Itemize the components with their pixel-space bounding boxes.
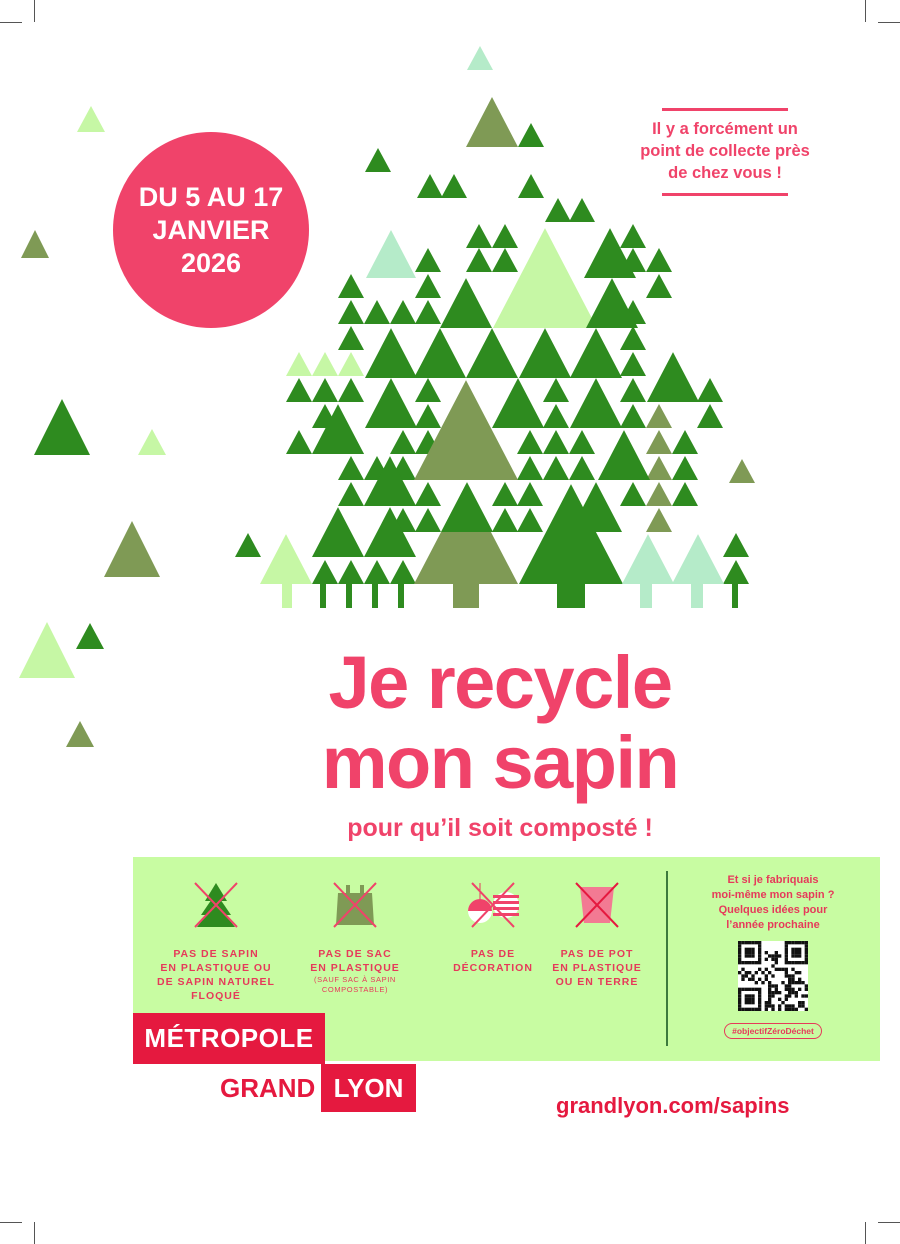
crossed-bag-icon xyxy=(330,879,380,931)
tree-triangle xyxy=(365,378,417,428)
note-line: Il y a forcément un xyxy=(652,120,798,138)
tree-triangle xyxy=(417,174,443,198)
rule-text: PAS DE xyxy=(470,948,516,960)
tree-triangle xyxy=(415,404,441,428)
tree-triangle xyxy=(622,534,674,584)
tree-triangle xyxy=(364,456,416,506)
tree-triangle xyxy=(729,459,755,483)
tree-triangle xyxy=(390,560,416,584)
tree-triangle xyxy=(286,352,312,376)
tree-triangle xyxy=(286,430,312,454)
tree-triangle xyxy=(586,278,638,328)
rule-note-text: (SAUF SAC À SAPIN xyxy=(314,975,396,984)
tree-triangle xyxy=(466,248,492,272)
tree-triangle xyxy=(492,482,518,506)
tree-triangle xyxy=(440,278,492,328)
tree-triangle xyxy=(415,300,441,324)
tree-triangle xyxy=(466,224,492,248)
rule-label xyxy=(285,947,425,975)
tree-triangle xyxy=(672,482,698,506)
tree-triangle xyxy=(517,482,543,506)
note-line: de chez vous ! xyxy=(668,164,782,182)
tree-triangle xyxy=(697,378,723,402)
tree-triangle xyxy=(365,148,391,172)
idea-line: l’année prochaine xyxy=(726,919,820,931)
tree-triangle xyxy=(598,430,650,480)
logo-lyon: LYON xyxy=(321,1064,416,1112)
tree-triangle xyxy=(338,274,364,298)
tree-triangle xyxy=(518,174,544,198)
tree-trunk xyxy=(282,584,292,608)
tree-triangle xyxy=(672,534,724,584)
crop-mark xyxy=(34,1222,35,1244)
tree-triangle xyxy=(414,328,466,378)
tree-triangle xyxy=(697,404,723,428)
crossed-pot-icon xyxy=(572,879,622,931)
diy-tree-idea xyxy=(673,873,873,1039)
tree-triangle xyxy=(569,456,595,480)
tree-trunk xyxy=(453,584,479,608)
tree-triangle xyxy=(647,352,699,402)
tree-triangle xyxy=(415,274,441,298)
tree-triangle xyxy=(517,456,543,480)
tree-triangle xyxy=(466,328,518,378)
tree-triangle xyxy=(338,560,364,584)
tree-triangle xyxy=(646,248,672,272)
headline-line2: mon sapin xyxy=(321,721,679,804)
tree-triangle xyxy=(543,404,569,428)
tree-trunk xyxy=(372,584,378,608)
tree-triangle xyxy=(138,429,166,455)
tree-triangle xyxy=(21,230,49,258)
tree-trunk xyxy=(732,584,738,608)
rule-note-text: COMPOSTABLE) xyxy=(321,985,389,994)
collection-note xyxy=(620,108,830,196)
tree-triangle xyxy=(545,198,571,222)
tree-triangle xyxy=(646,430,672,454)
hashtag-badge: #objectifZéroDéchet xyxy=(724,1023,822,1039)
tree-triangle xyxy=(338,456,364,480)
tree-triangle xyxy=(543,378,569,402)
tree-triangle xyxy=(569,430,595,454)
idea-line: Et si je fabriquais xyxy=(727,874,819,886)
panel-divider xyxy=(666,871,668,1046)
tree-triangle xyxy=(34,399,90,455)
tree-triangle xyxy=(338,482,364,506)
tree-triangle xyxy=(492,378,544,428)
tree-triangle xyxy=(646,508,672,532)
tree-triangle xyxy=(312,560,338,584)
date-badge xyxy=(113,132,309,328)
tree-triangle xyxy=(620,326,646,350)
tree-triangle xyxy=(415,508,441,532)
subtitle: pour qu’il soit composté ! xyxy=(347,814,653,842)
logo-metropole: MÉTROPOLE xyxy=(133,1013,325,1064)
crop-mark xyxy=(865,1222,866,1244)
tree-triangle xyxy=(646,404,672,428)
tree-triangle xyxy=(646,456,672,480)
rule-note xyxy=(285,975,425,995)
rule-text: PAS DE SAPIN xyxy=(173,948,259,960)
tree-triangle xyxy=(312,352,338,376)
tree-triangle xyxy=(312,507,364,557)
tree-triangle xyxy=(104,521,160,577)
note-line: point de collecte près xyxy=(640,142,810,160)
tree-triangle xyxy=(569,198,595,222)
rule-no-pot xyxy=(527,879,667,989)
tree-triangle xyxy=(517,430,543,454)
tree-trunk xyxy=(640,584,652,608)
tree-triangle xyxy=(366,230,416,278)
tree-trunk xyxy=(320,584,326,608)
tree-triangle xyxy=(415,248,441,272)
tree-triangle xyxy=(441,482,493,532)
tree-triangle xyxy=(519,328,571,378)
tree-triangle xyxy=(620,404,646,428)
qr-code[interactable] xyxy=(738,941,808,1011)
tree-triangle xyxy=(620,224,646,248)
idea-line: moi-même mon sapin ? xyxy=(711,889,835,901)
rule-text: DE SAPIN NATUREL xyxy=(157,976,275,988)
crossed-ornament-icon xyxy=(458,879,528,931)
tree-triangle xyxy=(543,430,569,454)
rule-text: PAS DE SAC xyxy=(318,948,392,960)
tree-triangle xyxy=(364,300,390,324)
tree-triangle xyxy=(570,328,622,378)
tree-triangle xyxy=(570,378,622,428)
idea-line: Quelques idées pour xyxy=(718,904,828,916)
tree-triangle xyxy=(467,46,493,70)
date-year: 2026 xyxy=(180,247,242,278)
tree-triangle xyxy=(543,456,569,480)
crossed-tree-icon xyxy=(191,879,241,931)
rule-text: EN PLASTIQUE xyxy=(310,962,400,974)
tree-triangle xyxy=(441,174,467,198)
tree-triangle xyxy=(338,378,364,402)
divider xyxy=(662,193,788,196)
tree-trunk xyxy=(398,584,404,608)
tree-triangle xyxy=(364,507,416,557)
tree-triangle xyxy=(723,533,749,557)
rule-no-artificial-tree xyxy=(146,879,286,1003)
tree-triangle xyxy=(312,378,338,402)
tree-triangle xyxy=(77,106,105,132)
tree-triangle xyxy=(312,404,364,454)
tree-triangle xyxy=(415,378,441,402)
tree-trunk xyxy=(557,584,585,608)
crop-mark xyxy=(878,1222,900,1223)
tree-trunk xyxy=(691,584,703,608)
tree-triangle xyxy=(518,123,544,147)
tree-triangle xyxy=(338,300,364,324)
tree-triangle xyxy=(338,326,364,350)
crop-mark xyxy=(0,1222,22,1223)
tree-triangle xyxy=(723,560,749,584)
tree-triangle xyxy=(260,534,312,584)
tree-triangle xyxy=(365,328,417,378)
tree-triangle xyxy=(672,430,698,454)
tree-triangle xyxy=(492,224,518,248)
tree-triangle xyxy=(620,378,646,402)
rule-text: PAS DE POT xyxy=(560,948,634,960)
tree-triangle xyxy=(415,482,441,506)
divider xyxy=(662,108,788,111)
tree-triangle xyxy=(517,508,543,532)
logo-grand: GRAND xyxy=(220,1073,316,1103)
tree-triangle xyxy=(286,378,312,402)
rule-text: EN PLASTIQUE OU xyxy=(160,962,272,974)
tree-triangle xyxy=(620,352,646,376)
rule-label xyxy=(146,947,286,1003)
rule-text: DÉCORATION xyxy=(453,962,533,974)
rule-label xyxy=(527,947,667,989)
rule-text: FLOQUÉ xyxy=(191,990,241,1002)
tree-triangle xyxy=(492,508,518,532)
website-link[interactable]: grandlyon.com/sapins xyxy=(556,1093,790,1118)
date-line: JANVIER xyxy=(152,214,270,245)
tree-triangle xyxy=(235,533,261,557)
tree-triangle xyxy=(646,482,672,506)
headline-line1: Je recycle xyxy=(328,641,672,724)
tree-triangle xyxy=(646,274,672,298)
tree-triangle xyxy=(390,430,416,454)
tree-triangle xyxy=(466,97,518,147)
rule-no-plastic-bag xyxy=(285,879,425,995)
tree-triangle xyxy=(620,482,646,506)
tree-triangle xyxy=(672,456,698,480)
tree-triangle xyxy=(492,248,518,272)
tree-triangle xyxy=(338,352,364,376)
tree-triangle xyxy=(364,560,390,584)
tree-triangle xyxy=(390,300,416,324)
date-line: DU 5 AU 17 xyxy=(138,181,284,212)
rule-text: EN PLASTIQUE xyxy=(552,962,642,974)
tree-trunk xyxy=(346,584,352,608)
rule-text: OU EN TERRE xyxy=(555,976,639,988)
